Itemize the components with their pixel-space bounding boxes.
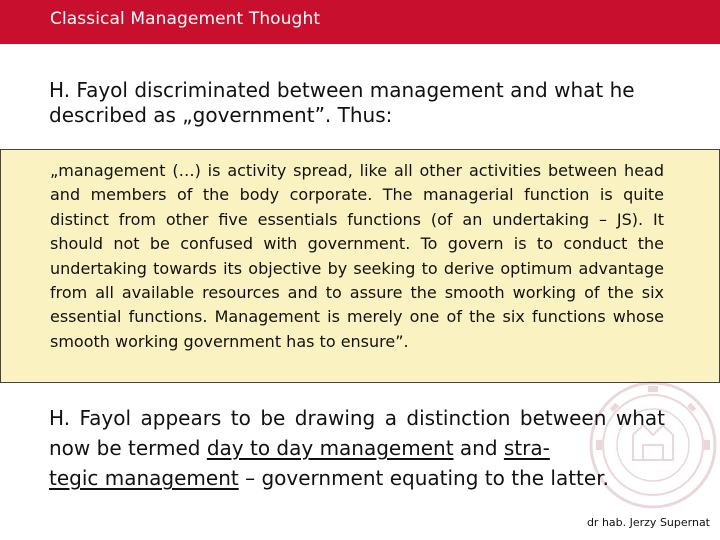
conclusion-paragraph	[49, 403, 665, 493]
term-strategic-management-part-2: tegic management	[49, 466, 239, 490]
term-strategic-management-part-1: stra-	[503, 436, 550, 460]
term-day-to-day-management: day to day management	[206, 436, 454, 460]
author-credit: dr hab. Jerzy Supernat	[586, 516, 710, 529]
slide-title: Classical Management Thought	[50, 9, 321, 29]
conclusion-text-3: – government equating to the latter.	[238, 466, 609, 490]
intro-line-2: described as „government”. Thus:	[49, 103, 393, 127]
quote-box	[0, 149, 720, 383]
intro-line-1: H. Fayol discriminated between management and what he	[49, 78, 635, 102]
intro-paragraph	[49, 78, 689, 128]
header-bar	[0, 0, 720, 44]
fayol-quote: „management (…) is activity spread, like all other activities between head and members of the body corporate. The managerial function is quite distinct from other five essentials functions (of an undertaking – JS). It should not be confused with government. To govern is to conduct the undertaking towards its objective by seeking to derive optimum advantage from all available resources and to assure the smooth working of the six essential functions. Management is merely one of the six functions whose smooth working government has to ensure”.	[50, 161, 664, 351]
conclusion-text-1: H. Fayol appears to be drawing a distinction between what now be termed	[49, 406, 665, 460]
conclusion-text-2: and	[453, 436, 504, 460]
